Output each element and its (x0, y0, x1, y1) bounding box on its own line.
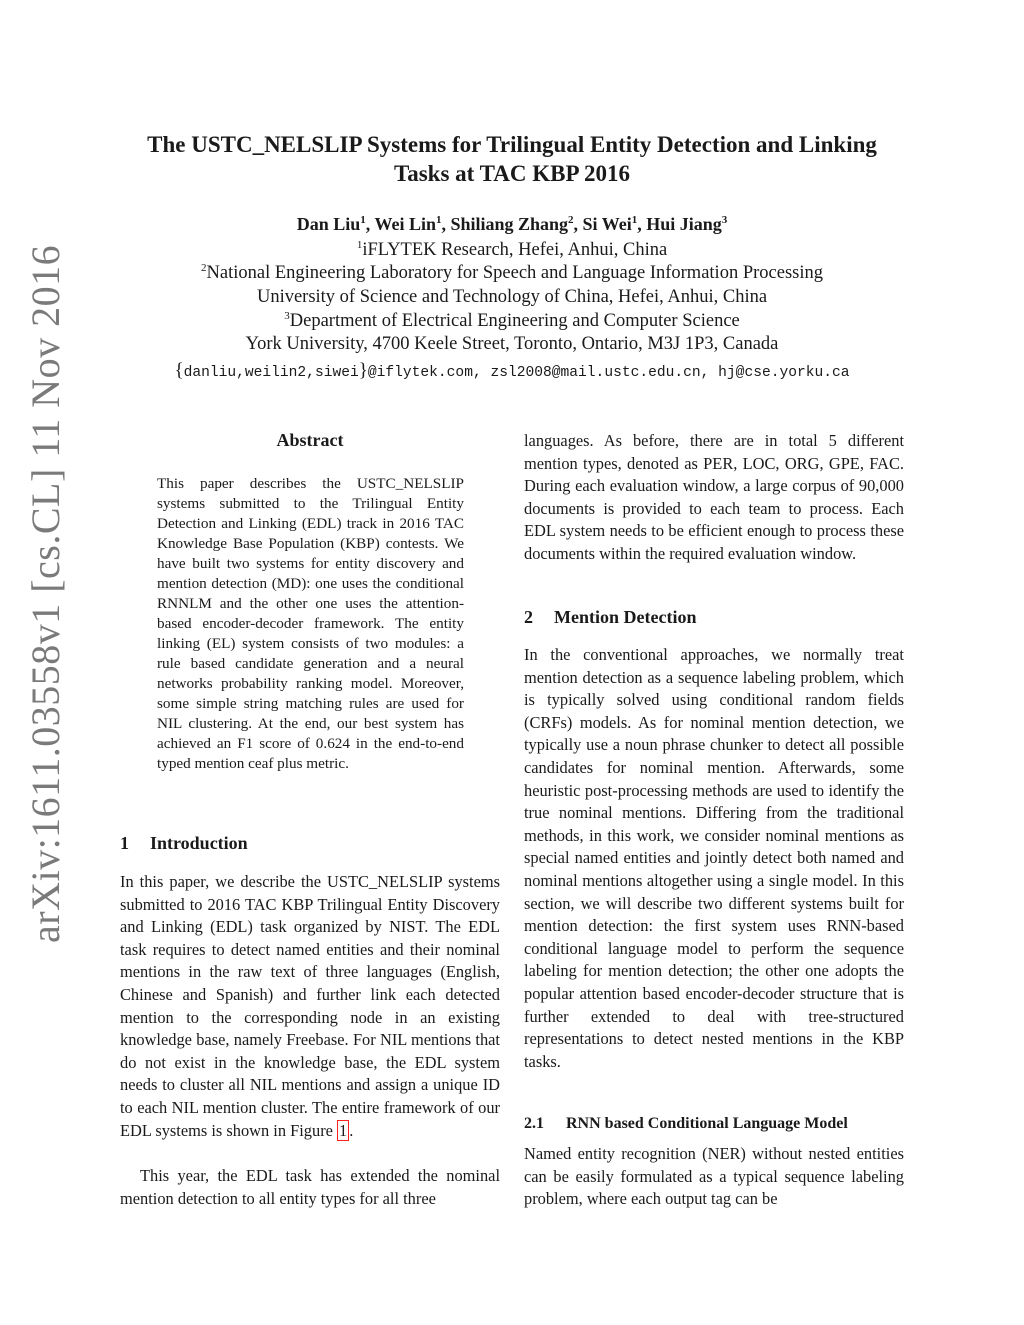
title-line-2: Tasks at TAC KBP 2016 (393, 161, 631, 186)
affiliation-2-line-2: University of Science and Technology of China, Hefei, Anhui, China (256, 287, 768, 307)
affiliation-text: iFLYTEK Research, Hefei, Anhui, China (362, 240, 668, 260)
mention-detection-paragraph: In the conventional approaches, we normally treat mention detection as a sequence labeling problem, which is typically solved using conditional random fields (CRFs) models. As for nominal mention detection, we typically use a noun phrase chunker to detect all possible candidates for nominal mention. Afterwards, some heuristic post-processing methods are used to identify the true nominal mentions. Differing from the traditional methods, in this work, we consider nominal mentions as special named entities and jointly detect both named and nominal mentions altogether using a single model. In this section, we will describe two different systems built for mention detection: the first system uses RNN-based conditional language model to perform the sequence labeling for mention detection; the other one adopts the popular attention based encoder-decoder structure that is further extended to deal with tree-structured representations to detect nested mentions in the KBP tasks. (524, 645, 904, 1071)
affiliation-text: Department of Electrical Engineering and Computer Science (289, 311, 740, 331)
figure-reference-link[interactable]: 1 (339, 1120, 348, 1140)
paragraph-text: . (349, 1120, 354, 1140)
paper-title (110, 130, 914, 188)
email-group: danliu,weilin2,siwei (183, 365, 359, 381)
author-affiliation-mark: 3 (721, 214, 728, 226)
section-heading-introduction (120, 833, 248, 854)
subsection-heading-rnn (524, 1115, 848, 1133)
intro-paragraph-2: This year, the EDL task has extended the nominal mention detection to all entity types for all three (120, 1166, 500, 1208)
arxiv-identifier: arXiv:1611.03558v1 [cs.CL] 11 Nov 2016 (23, 244, 68, 943)
author-affiliation-mark: 1 (360, 214, 366, 226)
subsection-title: RNN based Conditional Language Model (566, 1115, 848, 1132)
intro-paragraph-1 (120, 871, 500, 1142)
section-heading-mention-detection (524, 607, 696, 628)
abstract-heading: Abstract (276, 430, 344, 450)
author-affiliation-mark: 1 (435, 214, 442, 226)
author-name: Wei Lin (374, 214, 436, 234)
abstract-body: This paper describes the USTC_NELSLIP systems submitted to the Trilingual Entity Detection and Linking (EDL) track in 2016 TAC Knowledge Base Population (KBP) contests. We have built two systems for entity discovery and mention detection (MD): one uses the conditional RNNLM and the other one uses the attention-based encoder-decoder framework. The entity linking (EL) system consists of two modules: a rule based candidate generation and a neural networks probability ranking model. Moreover, some simple string matching rules are used for NIL clustering. At the end, our best system has achieved an F1 score of 0.624 in the end-to-end typed mention ceaf plus metric. (157, 475, 464, 772)
author-affiliation-mark: 2 (568, 214, 574, 226)
section-number: 1 (120, 833, 129, 853)
subsection-number: 2.1 (524, 1115, 544, 1132)
section-number: 2 (524, 607, 533, 627)
author-emails (110, 360, 914, 382)
affiliation-2 (110, 262, 914, 285)
author-name: Dan Liu (296, 214, 361, 234)
brace-open: { (174, 360, 184, 381)
affiliation-text: National Engineering Laboratory for Speech and Language Information Processing (206, 263, 823, 283)
affiliation-3 (110, 310, 914, 333)
author-name: Hui Jiang (646, 214, 722, 234)
paragraph-text: In this paper, we describe the USTC_NELSLIP systems submitted to 2016 TAC KBP Trilingual Entity Discovery and Linking (EDL) task organized by NIST. The EDL task requires to detect named entities and their nominal mentions in the raw text of three languages (English, Chinese and Spanish) and further link each detected mention to the corresponding node in an existing knowledge base, namely Freebase. For NIL mentions that do not exist in the knowledge base, the EDL system needs to cluster all NIL mentions and assign a unique ID to each NIL mention cluster. The entire framework of our EDL systems is shown in Figure (120, 872, 500, 1140)
affiliation-number: 2 (201, 262, 207, 274)
title-line-1: The USTC_NELSLIP Systems for Trilingual Entity Detection and Linking (147, 132, 877, 157)
affiliation-number: 1 (356, 239, 363, 251)
section-title: Introduction (150, 833, 248, 853)
rnn-paragraph: Named entity recognition (NER) without nested entities can be easily formulated as a typical sequence labeling problem, where each output tag can be (524, 1144, 904, 1209)
section-title: Mention Detection (554, 607, 697, 627)
email-rest: @iflytek.com, zsl2008@mail.ustc.edu.cn, hj@cse.yorku.ca (367, 365, 850, 381)
author-affiliation-mark: 1 (631, 214, 638, 226)
brace-close: } (358, 360, 368, 381)
affiliation-3-line-2: York University, 4700 Keele Street, Toronto, Ontario, M3J 1P3, Canada (245, 334, 779, 354)
intro-paragraph-2-continued: languages. As before, there are in total 5 different mention types, denoted as PER, LOC, ORG, GPE, FAC. During each evaluation window, a large corpus of 90,000 documents is provided to each team to process. Each EDL system needs to be efficient enough to process these documents within the required evaluation window. (524, 431, 904, 563)
author-name: Shiliang Zhang (450, 214, 569, 234)
author-name: Si Wei (582, 214, 632, 234)
author-list: Dan Liu$^1$, Wei Lin$^1$, Shiliang Zhang$^2$, Si Wei$^1$, Hui Jiang$^3$ (296, 214, 728, 234)
affiliation-number: 3 (284, 310, 290, 322)
affiliation-1 (110, 239, 914, 262)
